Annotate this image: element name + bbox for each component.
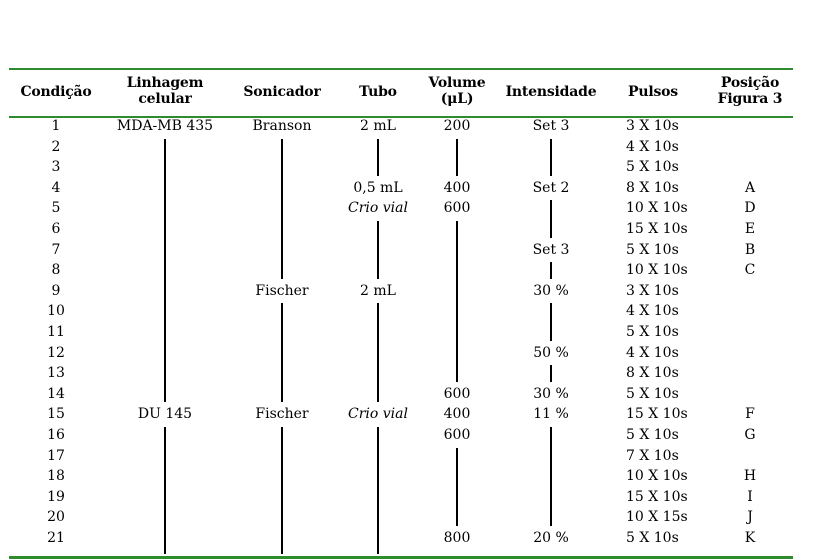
table-cell-condicao: 14 bbox=[47, 385, 65, 402]
table-cell-pulsos: 10 X 10s bbox=[626, 200, 688, 217]
table-cell-volume: 400 bbox=[443, 406, 471, 423]
table-cell-pulsos: 5 X 10s bbox=[626, 241, 679, 258]
table-cell-condicao: 15 bbox=[47, 406, 65, 423]
table-cell-intensidade: 50 % bbox=[533, 344, 569, 361]
table-cell-condicao: 20 bbox=[47, 509, 65, 526]
table-cell-condicao: 3 bbox=[51, 159, 61, 176]
table-cell-intensidade: 30 % bbox=[533, 385, 569, 402]
table-cell-tubo: Crio vial bbox=[348, 406, 408, 423]
table-cell-tubo: 0,5 mL bbox=[353, 179, 403, 196]
table-cell-intensidade: 30 % bbox=[533, 282, 569, 299]
table-cell-intensidade: 20 % bbox=[533, 530, 569, 546]
table-cell-pulsos: 4 X 10s bbox=[626, 344, 679, 361]
table-cell-condicao: 19 bbox=[47, 488, 65, 505]
table-cell-condicao: 1 bbox=[51, 118, 61, 134]
table-cell-volume: 400 bbox=[443, 179, 471, 196]
bottom-rule bbox=[9, 556, 793, 559]
table-cell-volume: 600 bbox=[443, 427, 471, 443]
column-header-sonicador: Sonicador bbox=[243, 84, 321, 100]
ditto-line-linhagem bbox=[164, 427, 166, 554]
table-cell-condicao: 12 bbox=[47, 344, 65, 361]
ditto-line-intensidade bbox=[550, 365, 552, 382]
table-cell-posicao: F bbox=[745, 406, 755, 423]
column-header-pulsos: Pulsos bbox=[628, 84, 678, 100]
table-cell-condicao: 9 bbox=[51, 282, 61, 299]
ditto-line-intensidade bbox=[550, 262, 552, 279]
table-cell-intensidade: Set 2 bbox=[532, 179, 570, 196]
ditto-line-tubo bbox=[377, 427, 379, 554]
ditto-line-tubo bbox=[377, 221, 379, 279]
table-cell-pulsos: 5 X 10s bbox=[626, 530, 679, 546]
table-cell-pulsos: 15 X 10s bbox=[626, 488, 688, 505]
table-cell-posicao: D bbox=[744, 200, 756, 217]
table-cell-tubo: Crio vial bbox=[348, 200, 408, 217]
table-cell-pulsos: 3 X 10s bbox=[626, 118, 679, 134]
table-cell-pulsos: 5 X 10s bbox=[626, 159, 679, 176]
column-header-volume: Volume (μL) bbox=[428, 75, 486, 107]
ditto-line-sonicador bbox=[281, 303, 283, 402]
table-cell-pulsos: 5 X 10s bbox=[626, 324, 679, 340]
table-cell-condicao: 4 bbox=[51, 179, 61, 196]
ditto-line-linhagem bbox=[164, 139, 166, 403]
table-cell-volume: 200 bbox=[443, 118, 471, 134]
table-cell-pulsos: 7 X 10s bbox=[626, 447, 679, 464]
table-cell-sonicador: Fischer bbox=[255, 406, 309, 423]
table-cell-pulsos: 3 X 10s bbox=[626, 282, 679, 299]
table-cell-posicao: A bbox=[744, 179, 756, 196]
table-cell-condicao: 11 bbox=[47, 324, 65, 340]
table-cell-posicao: I bbox=[747, 488, 753, 505]
table-cell-volume: 600 bbox=[443, 385, 471, 402]
table-cell-pulsos: 5 X 10s bbox=[626, 427, 679, 443]
ditto-line-tubo bbox=[377, 139, 379, 176]
ditto-line-sonicador bbox=[281, 139, 283, 279]
ditto-line-tubo bbox=[377, 303, 379, 402]
table-cell-intensidade: Set 3 bbox=[532, 241, 570, 258]
table-cell-sonicador: Branson bbox=[252, 118, 312, 134]
table-cell-volume: 800 bbox=[443, 530, 471, 546]
ditto-line-intensidade bbox=[550, 427, 552, 526]
table-cell-sonicador: Fischer bbox=[255, 282, 309, 299]
table-cell-pulsos: 15 X 10s bbox=[626, 406, 688, 423]
ditto-line-sonicador bbox=[281, 427, 283, 554]
table-cell-pulsos: 5 X 10s bbox=[626, 385, 679, 402]
table-cell-intensidade: Set 3 bbox=[532, 118, 570, 134]
table-cell-posicao: E bbox=[744, 221, 756, 237]
table-cell-pulsos: 8 X 10s bbox=[626, 179, 679, 196]
ditto-line-intensidade bbox=[550, 200, 552, 237]
table-cell-posicao: H bbox=[743, 468, 757, 485]
column-header-tubo: Tubo bbox=[359, 84, 397, 100]
table-cell-condicao: 13 bbox=[47, 365, 65, 382]
table-cell-tubo: 2 mL bbox=[360, 118, 396, 134]
table-cell-posicao: G bbox=[744, 427, 756, 443]
table-cell-condicao: 10 bbox=[47, 303, 65, 320]
table-cell-pulsos: 10 X 10s bbox=[626, 468, 688, 485]
table-cell-posicao: J bbox=[747, 509, 753, 526]
table-cell-condicao: 2 bbox=[51, 138, 61, 155]
ditto-line-volume bbox=[456, 448, 458, 526]
ditto-line-volume bbox=[456, 221, 458, 382]
table-cell-linhagem: DU 145 bbox=[137, 406, 193, 423]
ditto-line-volume bbox=[456, 139, 458, 176]
table-cell-tubo: 2 mL bbox=[360, 282, 396, 299]
column-header-condicao: Condição bbox=[20, 84, 92, 100]
table-cell-pulsos: 10 X 15s bbox=[626, 509, 688, 526]
table-cell-condicao: 21 bbox=[47, 530, 65, 546]
top-rule bbox=[9, 68, 793, 70]
table-cell-linhagem: MDA-MB 435 bbox=[116, 118, 214, 134]
table-cell-volume: 600 bbox=[443, 200, 471, 217]
column-header-linhagem: Linhagem celular bbox=[126, 75, 204, 107]
column-header-intensidade: Intensidade bbox=[505, 84, 597, 100]
table-cell-posicao: C bbox=[744, 262, 756, 279]
table-cell-posicao: B bbox=[744, 241, 756, 258]
table-cell-pulsos: 15 X 10s bbox=[626, 221, 688, 237]
table-cell-pulsos: 8 X 10s bbox=[626, 365, 679, 382]
table-cell-condicao: 16 bbox=[47, 427, 65, 443]
table-cell-condicao: 18 bbox=[47, 468, 65, 485]
table-cell-posicao: K bbox=[744, 530, 756, 546]
column-header-posicao: Posição Figura 3 bbox=[717, 75, 783, 107]
ditto-line-intensidade bbox=[550, 303, 552, 340]
table-cell-pulsos: 10 X 10s bbox=[626, 262, 688, 279]
table-cell-condicao: 8 bbox=[51, 262, 61, 279]
table-cell-condicao: 6 bbox=[51, 221, 61, 237]
table-cell-condicao: 7 bbox=[51, 241, 61, 258]
ditto-line-intensidade bbox=[550, 139, 552, 176]
table-cell-pulsos: 4 X 10s bbox=[626, 303, 679, 320]
table-cell-condicao: 5 bbox=[51, 200, 61, 217]
table-cell-condicao: 17 bbox=[47, 447, 65, 464]
table-cell-pulsos: 4 X 10s bbox=[626, 138, 679, 155]
table-cell-intensidade: 11 % bbox=[533, 406, 569, 423]
